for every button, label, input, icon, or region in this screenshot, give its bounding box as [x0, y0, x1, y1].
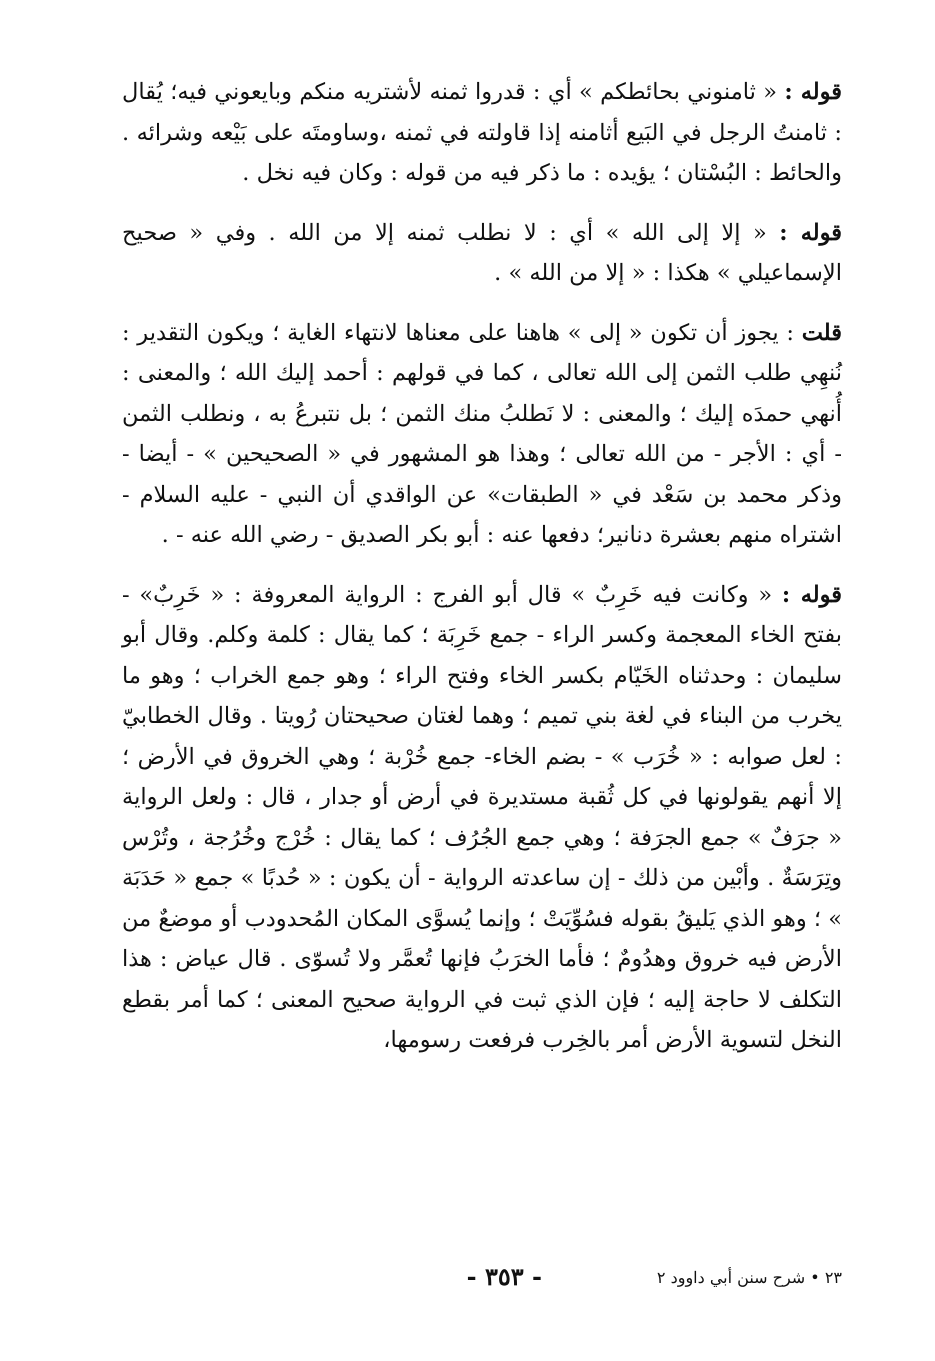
running-title: ٢٣ • شرح سنن أبي داوود ٢: [656, 1268, 842, 1287]
paragraph-illa-ila-allah: [122, 213, 842, 294]
paragraph-text: « وكانت فيه خَرِبٌ » قال أبو الفرج : الرواية المعروفة : « خَرِبٌ» - بفتح الخاء المعجمة وكسر الراء - جمع خَرِبَة ؛ كما يقال : كلمة وكلم. وقال أبو سليمان : وحدثناه الخَيّام بكسر الخاء وفتح الراء ؛ وهو جمع الخراب ؛ وهو ما يخرب من البناء في لغة بني تميم ؛ وهما لغتان صحيحتان رُويتا . وقال الخطابيّ : لعل صوابه : « خُرَب » - بضم الخاء- جمع خُرْبة ؛ وهي الخروق في الأرض ؛ إلا أنهم يقولونها في كل ثُقبة مستديرة في أرض أو جدار ، قال : ولعل الرواية « جرَفٌ » جمع الجرَفة ؛ وهي جمع الجُرُف ؛ كما يقال : خُرْج وخُرُجة ، وتُرْس وتِرَسَةٌ . وأبْين من ذلك - إن ساعدته الرواية - أن يكون : « حُدبًا » جمع « حَدَبَة » ؛ وهو الذي يَليقُ بقوله فسُوِّيَتْ ؛ وإنما يُسوَّى المكان المُحدودب أو موضعٌ من الأرض فيه خروق وهدُومٌ ؛ فأما الخرَبُ فإنها تُعمَّر ولا تُسوّى . قال عياض : هذا التكلف لا حاجة إليه ؛ فإن الذي ثبت في الرواية صحيح المعنى ؛ كما أمر بقطع النخل لتسوية الأرض أمر بالخِرب فرفعت رسومها،: [122, 581, 842, 1053]
paragraph-lead: قوله :: [784, 79, 842, 105]
paragraph-text: « ثامنوني بحائطكم » أي : قدروا ثمنه لأشتريه منكم وبايعوني فيه؛ يُقال : ثامنتُ الرجل في البَيع أثامنه إذا قاولته في ثمنه ،وساومتَه على بَيْعه وشرائه . والحائط : البُسْتان ؛ يؤيده : ما ذكر فيه من قوله : وكان فيه نخل .: [122, 79, 842, 186]
paragraph-kharib: [122, 575, 842, 1061]
paragraph-qultu: [122, 313, 842, 556]
page-footer: [122, 1262, 842, 1302]
paragraph-text: « إلا إلى الله » أي : لا نطلب ثمنه إلا من الله . وفي « صحيح الإسماعيلي » هكذا : « إلا من الله » .: [122, 219, 842, 286]
paragraph-lead: قوله :: [781, 581, 842, 608]
page-number: - ٣٥٣ -: [466, 1262, 542, 1291]
paragraph-thamenuni: [122, 72, 842, 194]
paragraph-text: : يجوز أن تكون « إلى » هاهنا على معناها لانتهاء الغاية ؛ ويكون التقدير : نُنهِي طلب الثمن إلى الله تعالى ، كما في قولهم : أحمد إليك الله ؛ والمعنى : أُنهي حمدَه إليك ؛ والمعنى : لا نَطلبُ منك الثمن ؛ بل نتبرعُ به ، ونطلب الثمن - أي : الأجر - من الله تعالى ؛ وهذا هو المشهور في « الصحيحين » - أيضا - وذكر محمد بن سَعْد في « الطبقات» عن الواقدي أن النبي - عليه السلام - اشتراه منهم بعشرة دنانير؛ دفعها عنه : أبو بكر الصديق - رضي الله عنه - .: [122, 319, 842, 548]
paragraph-lead: قوله :: [779, 219, 842, 246]
page-body: [122, 72, 842, 1080]
paragraph-lead: قلت: [801, 319, 842, 346]
